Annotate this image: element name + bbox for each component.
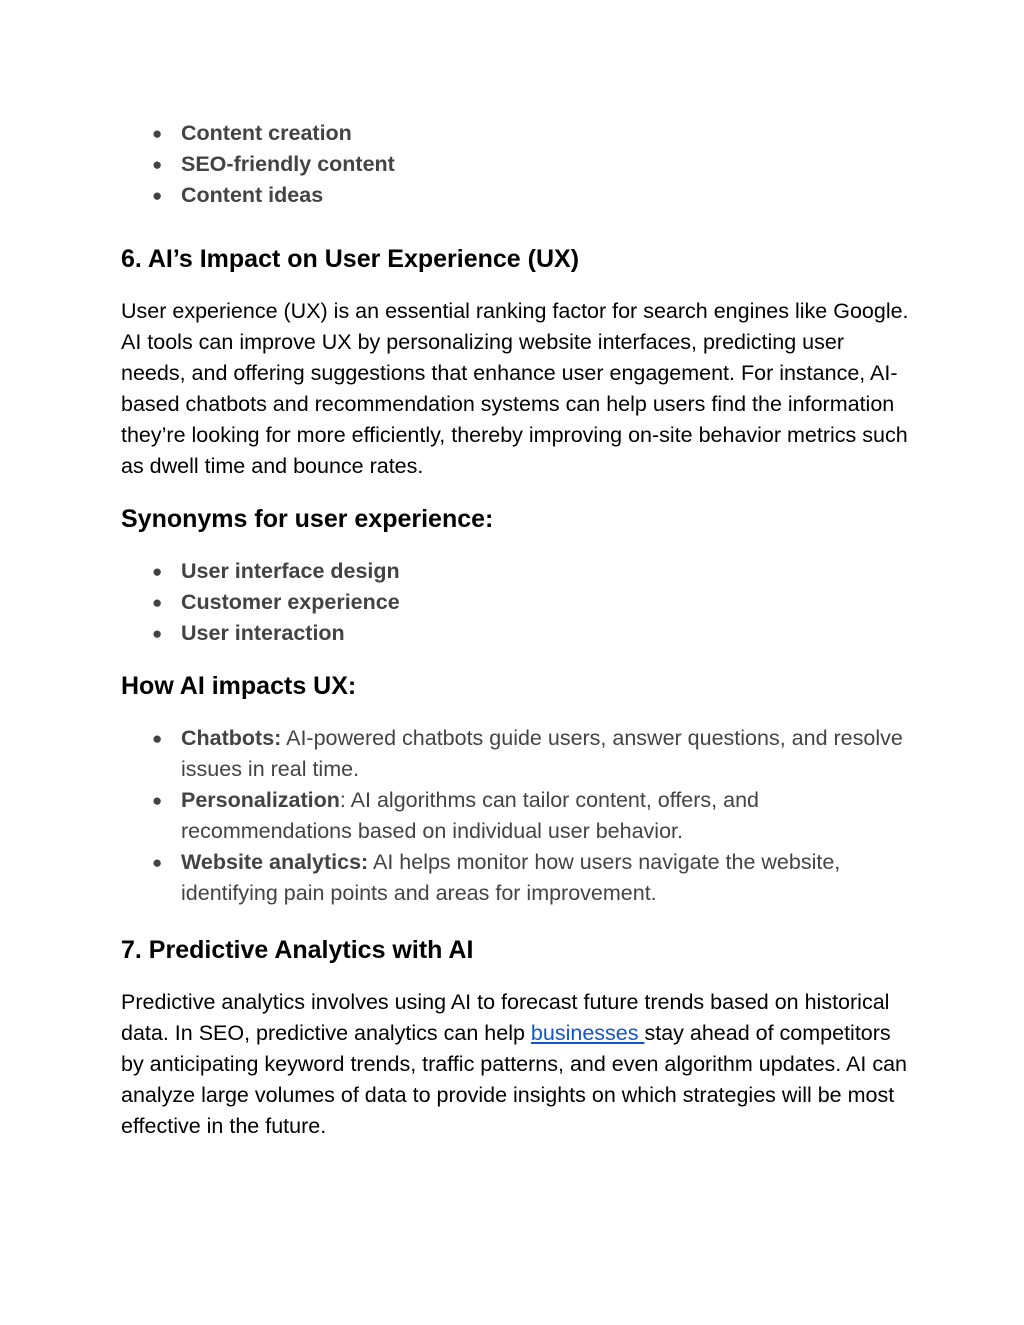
section-6-heading: 6. AI’s Impact on User Experience (UX) (121, 245, 580, 273)
synonyms-heading: Synonyms for user experience: (121, 505, 494, 533)
synonyms-list (121, 556, 911, 649)
list-item (121, 847, 911, 909)
bullet-icon: ● (152, 791, 163, 810)
list-item (121, 723, 911, 785)
businesses-link[interactable]: businesses (530, 1021, 645, 1045)
list-item: ● Customer experience (121, 587, 911, 618)
bullet-icon: ● (152, 593, 163, 612)
bullet-icon: ● (152, 124, 163, 143)
bullet-icon: ● (152, 853, 163, 872)
section-7-heading: 7. Predictive Analytics with AI (121, 936, 474, 964)
impacts-list (121, 723, 911, 909)
bullet-icon: ● (152, 186, 163, 205)
bullet-icon: ● (152, 155, 163, 174)
list-item: ● Content creation (121, 118, 911, 149)
section-6-paragraph: User experience (UX) is an essential ranking factor for search engines like Google. AI tools can improve UX by personalizing website interfaces, predicting user needs, and offering suggestions that enhance user engagement. For instance, AI-based chatbots and recommendation systems can help users find the information they’re looking for more efficiently, thereby improving on-site behavior metrics such as dwell time and bounce rates. (121, 299, 909, 478)
bullet-icon: ● (152, 729, 163, 748)
list-item-term: Chatbots: (181, 726, 282, 750)
list-item: ● User interaction (121, 618, 911, 649)
document-page (121, 118, 911, 1142)
list-item-text: : AI algorithms can tailor content, offers, and recommendations based on individual user behavior. (181, 788, 759, 843)
list-item-text: AI-powered chatbots guide users, answer questions, and resolve issues in real time. (181, 726, 903, 781)
bullet-icon: ● (152, 624, 163, 643)
list-item: ● Content ideas (121, 180, 911, 211)
list-item: ● User interface design (121, 556, 911, 587)
list-item (121, 785, 911, 847)
top-bullet-list (121, 118, 911, 211)
section-7-paragraph: Predictive analytics involves using AI to forecast future trends based on historical data. In SEO, predictive analytics can help businesses stay ahead of competitors by anticipating keyword trends, traffic patterns, and even algorithm updates. AI can analyze large volumes of data to provide insights on which strategies will be most effective in the future. (121, 990, 907, 1138)
impacts-heading: How AI impacts UX: (121, 672, 357, 700)
bullet-icon: ● (152, 562, 163, 581)
list-item-term: Personalization (181, 788, 340, 812)
list-item-text: AI helps monitor how users navigate the website, identifying pain points and areas for improvement. (181, 850, 841, 905)
list-item-term: Website analytics: (181, 850, 369, 874)
list-item: ● SEO-friendly content (121, 149, 911, 180)
